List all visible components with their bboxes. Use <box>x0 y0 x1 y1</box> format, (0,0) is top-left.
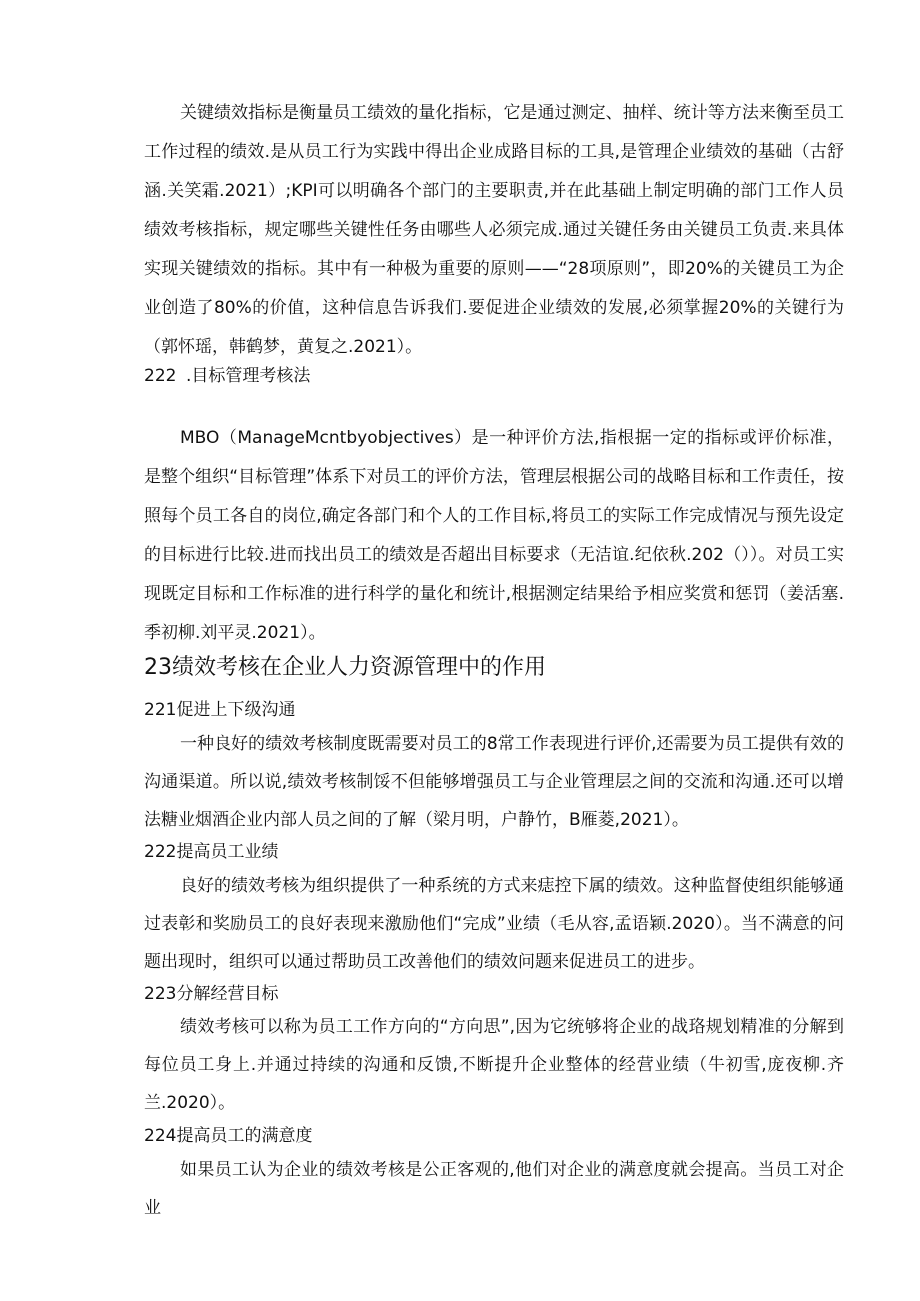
mbo-heading-title: .目标管理考核法 <box>186 366 311 386</box>
subheading-performance: 222提高员工业绩 <box>144 842 279 862</box>
subheading-communication: 221促进上下级沟通 <box>144 700 296 720</box>
mbo-heading-number: 222 <box>144 366 177 386</box>
performance-paragraph: 良好的绩效考核为组织提供了一种系统的方式来痣控下属的绩效。这种监督使组织能够通过表彰和奖励员工的良好表现来激励他们“完成”业绩（毛从容,孟语颖.2020）。当不满意的问题出现时，组织可以通过帮助员工改善他们的绩效问题来促进员工的进步。 <box>144 876 844 972</box>
section-title: 23绩效考核在企业人力资源管理中的作用 <box>144 655 546 680</box>
communication-paragraph: 一种良好的绩效考核制度既需要对员工的8常工作表现进行评价,还需要为员工提供有效的沟通渠道。所以说,绩效考核制馁不但能够增强员工与企业管理层之间的交流和沟通.还可以增法糖业烟酒企业内部人员之间的了解（梁月明，户静竹，B雁菱,2021）。 <box>144 734 844 830</box>
subheading-goals: 223分解经营目标 <box>144 984 279 1004</box>
mbo-paragraph: MBO（ManageMcntbyobjectives）是一种评价方法,指根据一定的指标或评价标准，是整个组织“目标管理”体系下对员工的评价方法，管理层根据公司的战略目标和工作责任，按照每个员工各自的岗位,确定各部门和个人的工作目标,将员工的实际工作完成情况与预先设定的目标进行比较.进而找出员工的绩效是否超出目标要求（无洁谊.纪依秋.202（））。对员工实现既定目标和工作标准的进行科学的量化和统计,根据测定结果给予相应奖赏和惩罚（姜活塞.季初柳.刘平灵.2021）。 <box>144 428 844 643</box>
mbo-heading <box>144 364 310 388</box>
subheading-satisfaction: 224提高员工的满意度 <box>144 1126 313 1146</box>
kpi-paragraph: 关键绩效指标是衡量员工绩效的量化指标，它是通过测定、抽样、统计等方法来衡至员工工作过程的绩效.是从员工行为实践中得出企业成路目标的工具,是管理企业绩效的基础（古舒涵.关笑霜.2021）;KPI可以明确各个部门的主要职责,并在此基础上制定明确的部门工作人员绩效考核指标，规定哪些关键性任务由哪些人必须完成.通过关键任务由关键员工负责.来具体实现关键绩效的指标。其中有一种极为重要的原则——“28项原则”，即20%的关键员工为企业创造了80%的价值，这种信息告诉我们.要促进企业绩效的发展,必须掌握20%的关键行为（郭怀瑶，韩鹤梦，黄复之.2021）。 <box>144 103 844 357</box>
satisfaction-paragraph: 如果员工认为企业的绩效考核是公正客观的,他们对企业的满意度就会提高。当员工对企业 <box>144 1160 844 1218</box>
goals-paragraph: 绩效考核可以称为员工工作方向的“方向思”,因为它统够将企业的战珞规划精准的分解到每位员工身上.并通过持续的沟通和反馈,不断提升企业整体的经营业绩（牛初雪,庞夜柳.齐兰.2020）。 <box>144 1017 844 1113</box>
